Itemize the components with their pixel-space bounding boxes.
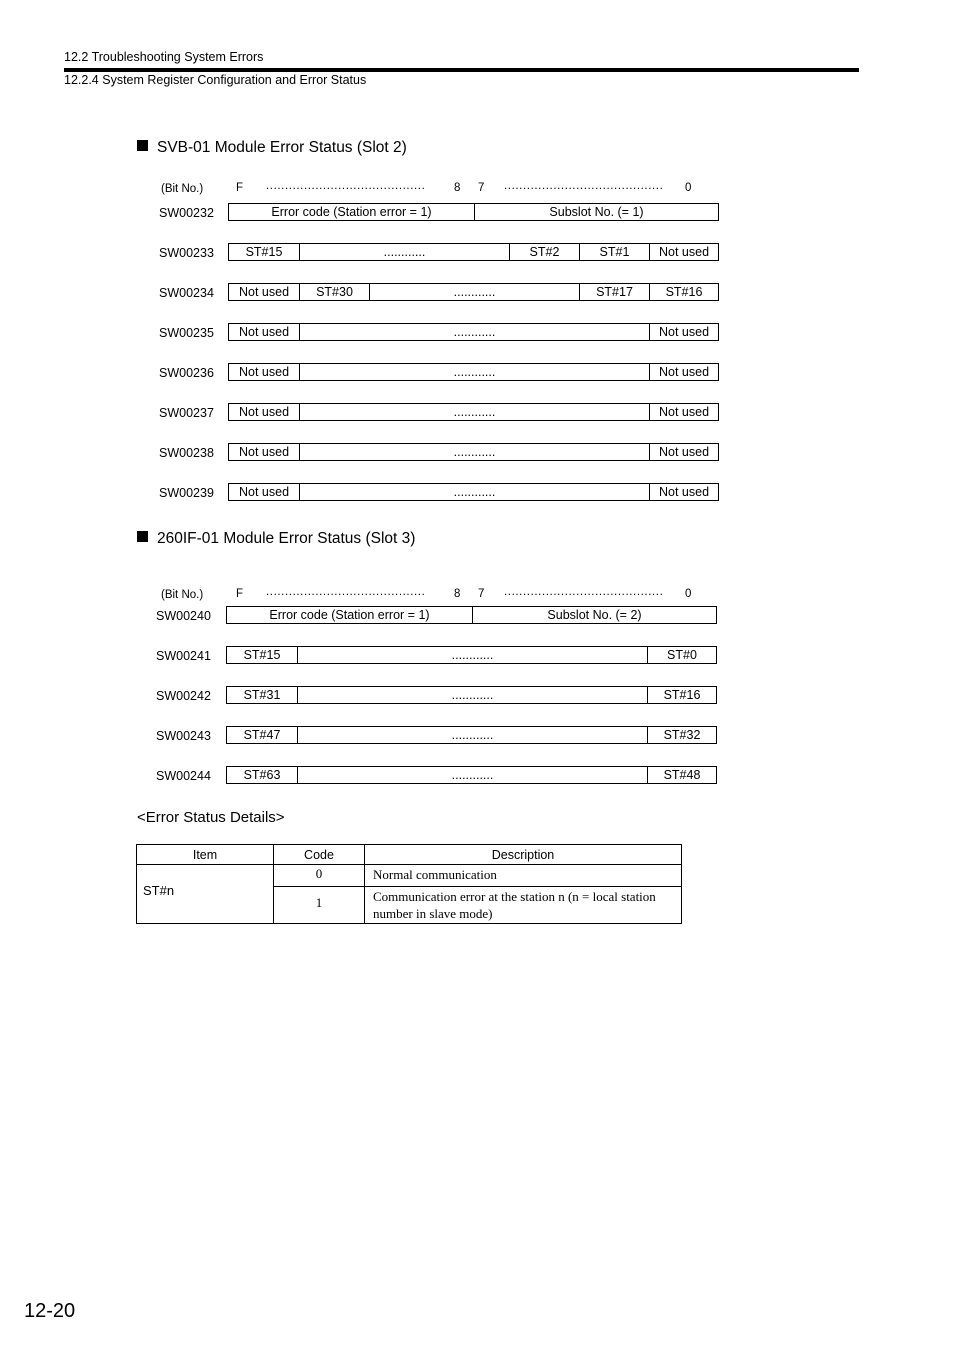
- bit-f-label: F: [236, 182, 244, 194]
- header-rule: [64, 68, 859, 72]
- station-cell: ST#1: [579, 244, 649, 260]
- station-cell: ST#17: [579, 284, 649, 300]
- description-cell: Communication error at the station n (n = local station number in slave mode): [365, 887, 682, 924]
- svb-title-text: SVB-01 Module Error Status (Slot 2): [157, 139, 407, 156]
- register-row: [228, 323, 719, 341]
- not-used-cell: Not used: [649, 404, 718, 420]
- not-used-cell: Not used: [649, 244, 718, 260]
- register-row: [228, 243, 719, 261]
- register-row: [228, 363, 719, 381]
- station-cell: ST#0: [647, 647, 716, 663]
- error-code-cell: Error code (Station error = 1): [271, 205, 432, 219]
- ellipsis-cell: ............: [299, 364, 649, 380]
- register-label: SW00237: [159, 406, 214, 420]
- error-status-table: [136, 844, 682, 924]
- ellipsis-cell: ............: [299, 404, 649, 420]
- not-used-cell: Not used: [238, 325, 290, 339]
- bit-no-label: (Bit No.): [161, 589, 204, 601]
- register-label: SW00243: [156, 729, 211, 743]
- station-cell: ST#16: [647, 687, 716, 703]
- not-used-cell: Not used: [649, 324, 718, 340]
- station-cell: ST#30: [299, 284, 369, 300]
- bit-dots-high: ..........................................: [266, 180, 426, 192]
- register-row: [226, 686, 717, 704]
- register-label: SW00242: [156, 689, 211, 703]
- register-label: SW00233: [159, 246, 214, 260]
- not-used-cell: Not used: [649, 444, 718, 460]
- subslot-cell: Subslot No. (= 2): [472, 607, 716, 623]
- not-used-cell: Not used: [649, 364, 718, 380]
- register-row: [228, 483, 719, 501]
- bit-0-label: 0: [685, 182, 692, 194]
- bit-dots-high: ..........................................: [266, 586, 426, 598]
- bit-no-label: (Bit No.): [161, 183, 204, 195]
- station-cell: ST#47: [243, 728, 281, 742]
- square-bullet-icon: [137, 140, 148, 151]
- not-used-cell: Not used: [238, 485, 290, 499]
- subslot-cell: Subslot No. (= 1): [474, 204, 718, 220]
- register-label: SW00241: [156, 649, 211, 663]
- station-cell: ST#2: [509, 244, 579, 260]
- details-title: <Error Status Details>: [137, 809, 285, 826]
- error-code-cell: Error code (Station error = 1): [269, 608, 430, 622]
- item-cell: ST#n: [137, 865, 274, 924]
- not-used-cell: Not used: [238, 405, 290, 419]
- register-row: [226, 606, 717, 624]
- code-cell: 1: [274, 887, 365, 924]
- bit-dots-low: ..........................................: [504, 586, 664, 598]
- bit-f-label: F: [236, 588, 244, 600]
- not-used-cell: Not used: [238, 285, 290, 299]
- svb-section-title: [137, 139, 407, 157]
- ellipsis-cell: ............: [299, 324, 649, 340]
- if260-title-text: 260IF-01 Module Error Status (Slot 3): [157, 530, 416, 547]
- if260-section-title: [137, 530, 415, 548]
- register-row: [226, 646, 717, 664]
- register-label: SW00240: [156, 609, 211, 623]
- table-row: [137, 865, 682, 887]
- bit-8-label: 8: [454, 588, 461, 600]
- table-header-row: [137, 845, 682, 865]
- header-description: Description: [365, 845, 682, 865]
- header-section: 12.2 Troubleshooting System Errors: [64, 50, 264, 64]
- description-cell: Normal communication: [365, 865, 682, 887]
- header-subsection: 12.2.4 System Register Configuration and Error Status: [64, 73, 367, 87]
- ellipsis-cell: ............: [299, 484, 649, 500]
- register-row: [226, 766, 717, 784]
- ellipsis-cell: ............: [299, 444, 649, 460]
- register-row: [228, 403, 719, 421]
- register-row: [228, 203, 719, 221]
- ellipsis-cell: ............: [299, 244, 509, 260]
- register-row: [228, 283, 719, 301]
- ellipsis-cell: ............: [297, 647, 647, 663]
- register-label: SW00238: [159, 446, 214, 460]
- ellipsis-cell: ............: [297, 767, 647, 783]
- not-used-cell: Not used: [238, 445, 290, 459]
- code-cell: 0: [274, 865, 365, 887]
- station-cell: ST#63: [243, 768, 281, 782]
- register-label: SW00244: [156, 769, 211, 783]
- register-row: [226, 726, 717, 744]
- register-label: SW00232: [159, 206, 214, 220]
- bit-8-label: 8: [454, 182, 461, 194]
- not-used-cell: Not used: [649, 484, 718, 500]
- header-code: Code: [274, 845, 365, 865]
- register-label: SW00239: [159, 486, 214, 500]
- bit-7-label: 7: [478, 182, 485, 194]
- station-cell: ST#32: [647, 727, 716, 743]
- bit-7-label: 7: [478, 588, 485, 600]
- station-cell: ST#15: [243, 648, 281, 662]
- register-label: SW00235: [159, 326, 214, 340]
- square-bullet-icon: [137, 531, 148, 542]
- bit-0-label: 0: [685, 588, 692, 600]
- register-row: [228, 443, 719, 461]
- ellipsis-cell: ............: [297, 727, 647, 743]
- register-label: SW00236: [159, 366, 214, 380]
- not-used-cell: Not used: [238, 365, 290, 379]
- bit-dots-low: ..........................................: [504, 180, 664, 192]
- header-item: Item: [137, 845, 274, 865]
- station-cell: ST#16: [649, 284, 718, 300]
- page-number: 12-20: [24, 1300, 76, 1322]
- ellipsis-cell: ............: [297, 687, 647, 703]
- register-label: SW00234: [159, 286, 214, 300]
- station-cell: ST#15: [245, 245, 283, 259]
- station-cell: ST#31: [243, 688, 281, 702]
- ellipsis-cell: ............: [369, 284, 579, 300]
- station-cell: ST#48: [647, 767, 716, 783]
